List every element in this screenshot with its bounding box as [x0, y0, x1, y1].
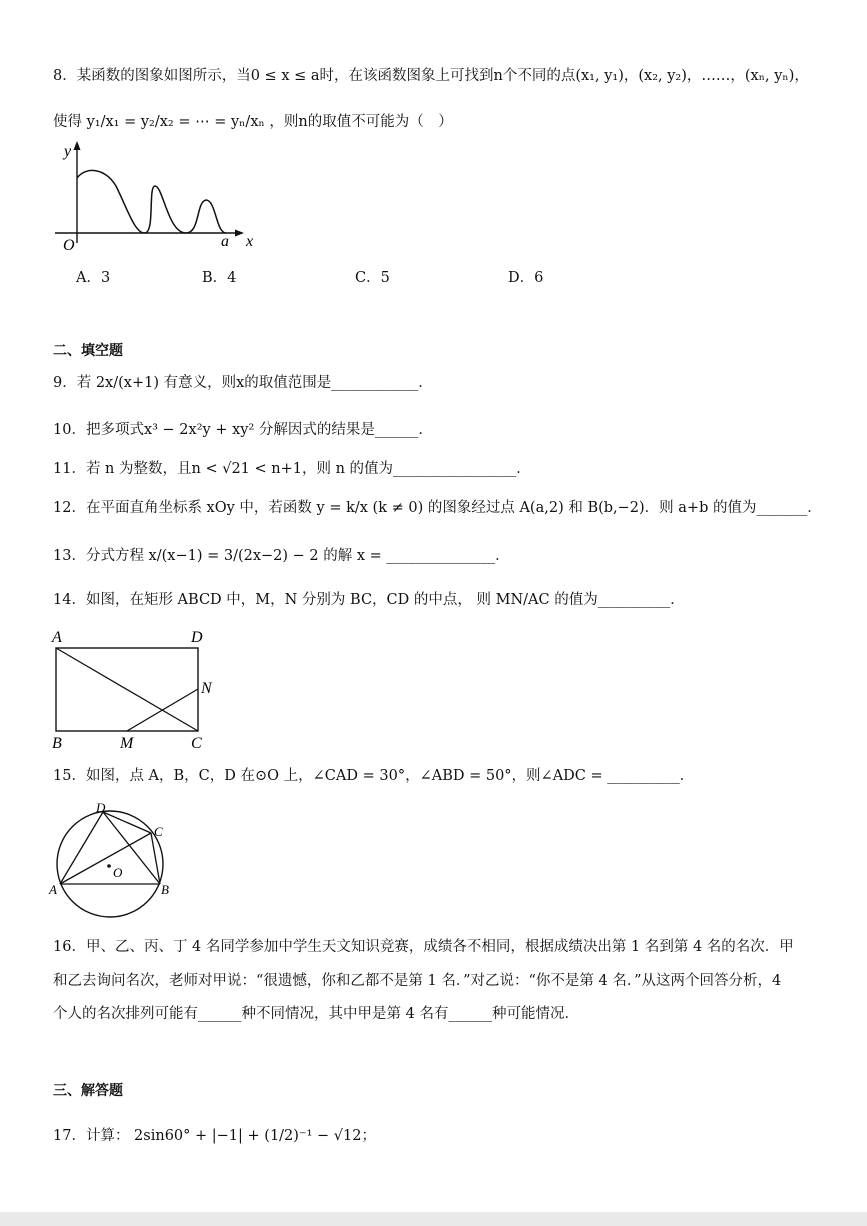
section-heading-solutions: 三、解答题 — [53, 1083, 123, 1099]
q15: 15．如图，点 A，B，C，D 在⊙O 上，∠CAD = 30°，∠ABD = 50°，则∠ADC = __________． — [53, 768, 695, 784]
x-axis-arrow — [235, 230, 244, 237]
label-o: O — [113, 865, 123, 880]
chord-cb — [151, 833, 160, 884]
diagonal-ac — [56, 648, 198, 731]
q16-line2: 和乙去询问名次，老师对甲说：“很遗憾，你和乙都不是第 1 名．”对乙说：“你不是第 4 名．”从这两个回答分析，4 — [53, 973, 782, 989]
a-label: a — [221, 233, 229, 250]
label-d: D — [96, 800, 106, 815]
origin-label: O — [63, 237, 75, 253]
label-b: B — [161, 882, 169, 897]
q16-line3: 个人的名次排列可能有______种不同情况，其中甲是第 4 名有______种可能情况． — [53, 1006, 579, 1022]
label-a: A — [52, 629, 62, 646]
label-n: N — [201, 680, 212, 697]
q15-circle-figure — [48, 798, 178, 920]
q14-rectangle-figure — [48, 622, 228, 752]
q13: 13．分式方程 x/(x−1) = 3/(2x−2) − 2 的解 x = _______________． — [53, 548, 510, 564]
label-c: C — [191, 735, 202, 752]
y-axis-arrow — [74, 141, 81, 150]
section-heading-fill-in: 二、填空题 — [53, 343, 123, 359]
q8-line1: 8．某函数的图象如图所示，当0 ≤ x ≤ a时，在该函数图象上可找到n个不同的点(x₁, y₁)，(x₂, y₂)，……，(xₙ, yₙ)， — [53, 68, 809, 84]
q11: 11．若 n 为整数，且n < √21 < n+1，则 n 的值为_________________． — [53, 461, 531, 477]
chord-ac — [60, 833, 151, 884]
chord-ad — [60, 812, 103, 884]
q9: 9．若 2x/(x+1) 有意义，则x的取值范围是____________． — [53, 375, 433, 391]
q16-line1: 16．甲、乙、丙、丁 4 名同学参加中学生天文知识竞赛，成绩各不相同，根据成绩决出第 1 名到第 4 名的名次．甲 — [53, 939, 794, 955]
page-bottom-edge — [0, 1212, 867, 1226]
label-b: B — [52, 735, 62, 752]
center-point — [107, 864, 111, 868]
chord-db — [103, 812, 160, 884]
q8-option-a: A．3 — [76, 270, 111, 286]
label-d: D — [191, 629, 203, 646]
q8-line2: 使得 y₁/x₁ = y₂/x₂ = ⋯ = yₙ/xₙ ，则n的取值不可能为（ ） — [53, 114, 453, 130]
function-curve — [77, 170, 226, 233]
q10: 10．把多项式x³ − 2x²y + xy² 分解因式的结果是______． — [53, 422, 433, 438]
label-a: A — [49, 882, 57, 897]
q12: 12．在平面直角坐标系 xOy 中，若函数 y = k/x (k ≠ 0) 的图象经过点 A(a,2) 和 B(b,−2)．则 a+b 的值为_______． — [53, 500, 822, 516]
q8-option-d: D．6 — [508, 270, 544, 286]
label-m: M — [120, 735, 134, 752]
label-c: C — [154, 824, 163, 839]
y-label: y — [64, 143, 72, 160]
q8-option-c: C．5 — [355, 270, 390, 286]
q17: 17．计算： 2sin60° + |−1| + (1/2)⁻¹ − √12； — [53, 1128, 376, 1144]
circle-o — [57, 811, 163, 917]
q8-function-graph — [50, 138, 260, 253]
x-label: x — [246, 233, 254, 250]
q14: 14．如图，在矩形 ABCD 中，M，N 分别为 BC，CD 的中点， 则 MN/AC 的值为__________． — [53, 592, 685, 608]
q8-option-b: B．4 — [202, 270, 237, 286]
